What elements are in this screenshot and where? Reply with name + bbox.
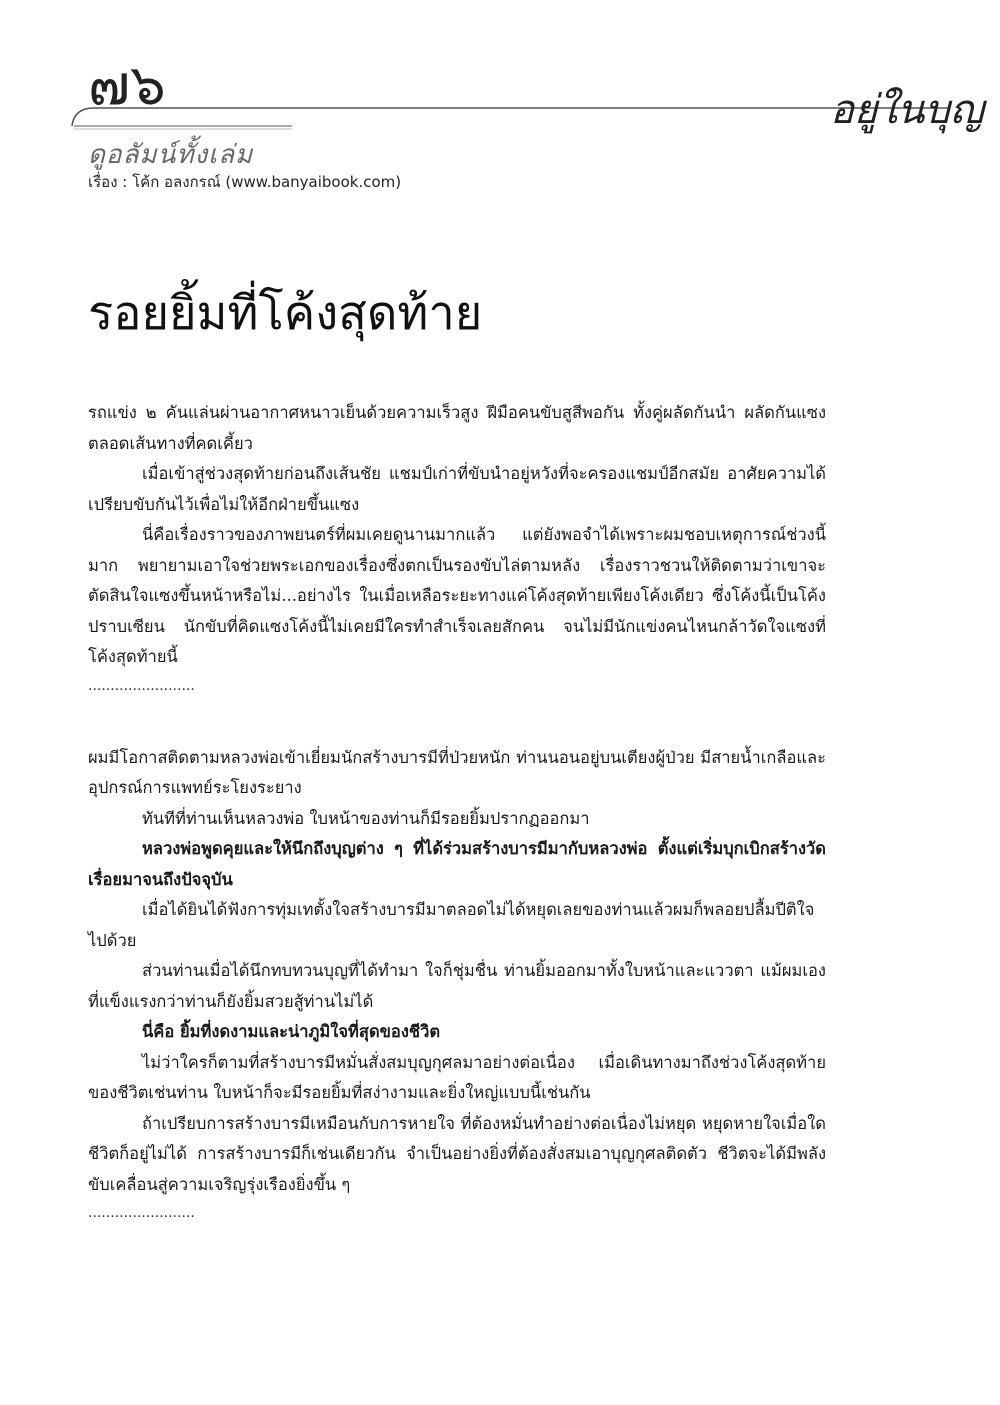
bold-paragraph: นี่คือ ยิ้มที่งดงามและน่าภูมิใจที่สุดของชีวิต (142, 1022, 441, 1041)
byline: เรื่อง : โค้ก อลงกรณ์ (www.banyaibook.com) (88, 173, 402, 191)
paragraph: เมื่อเข้าสู่ช่วงสุดท้ายก่อนถึงเส้นชัย แชมป์เก่าที่ขับนำอยู่หวังที่จะครองแชมป์อีกสมัย อาศัยความได้เปรียบขับกันไว้เพื่อไม่ให้อีกฝ่ายขึ้นแซง (88, 464, 826, 514)
paragraph: นี่คือเรื่องราวของภาพยนตร์ที่ผมเคยดูนานมากแล้ว แต่ยังพอจำได้เพราะผมชอบเหตุการณ์ช่วงนี้มาก พยายามเอาใจช่วยพระเอกของเรื่องซึ่งตกเป็นรองขับไล่ตามหลัง เรื่องราวชวนให้ติดตามว่าเขาจะตัดสินใจแซงขึ้นหน้าหรือไม่...อย่างไร ในเมื่อเหลือระยะทางแค่โค้งสุดท้ายเพียงโค้งเดียว ซึ่งโค้งนี้เป็นโค้งปราบเซียน นักขับที่คิดแซงโค้งนี้ไม่เคยมีใครทำสำเร็จเลยสักคน จนไม่มีนักแข่งคนไหนกล้าวัดใจแซงที่โค้งสุดท้ายนี้ (88, 525, 826, 666)
paragraph: ผมมีโอกาสติดตามหลวงพ่อเข้าเยี่ยมนักสร้างบารมีที่ป่วยหนัก ท่านนอนอยู่บนเตียงผู้ป่วย มีสายน้ำเกลือและอุปกรณ์การแพทย์ระโยงระยาง (88, 747, 826, 797)
paragraph: ถ้าเปรียบการสร้างบารมีเหมือนกับการหายใจ ที่ต้องหมั่นทำอย่างต่อเนื่องไม่หยุด หยุดหายใจเมื่อใดชีวิตก็อยู่ไม่ได้ การสร้างบารมีก็เช่นเดียวกัน จำเป็นอย่างยิ่งที่ต้องสั่งสมเอาบุญกุศลติดตัว ชีวิตจะได้มีพลังขับเคลื่อนสู่ความเจริญรุ่งเรืองยิ่งขึ้น ๆ (88, 1113, 826, 1194)
article-title: รอยยิ้มที่โค้งสุดท้าย (88, 286, 483, 341)
paragraph: ไม่ว่าใครก็ตามที่สร้างบารมีหมั่นสั่งสมบุญกุศลมาอย่างต่อเนื่อง เมื่อเดินทางมาถึงช่วงโค้งสุดท้ายของชีวิตเช่นท่าน ใบหน้าก็จะมีรอยยิ้มที่สง่างามและยิ่งใหญ่แบบนี้เช่นกัน (88, 1052, 826, 1102)
section-gap (88, 699, 826, 743)
brand-logo: อยู่ในบุญ (830, 87, 984, 133)
paragraph: เมื่อได้ยินได้ฟังการทุ่มเทตั้งใจสร้างบารมีมาตลอดไม่ได้หยุดเลยของท่านแล้วผมก็พลอยปลื้มปีติใจไปด้วย (88, 900, 815, 950)
paragraph: ส่วนท่านเมื่อได้นึกทบทวนบุญที่ได้ทำมา ใจก็ชุ่มชื่น ท่านยิ้มออกมาทั้งใบหน้าและแววตา แม้ผมเองที่แข็งแรงกว่าท่านก็ยังยิ้มสวยสู้ท่านไม่ได้ (88, 961, 826, 1011)
page-number: ๗๖ (88, 53, 166, 118)
paragraph: ทันทีที่ท่านเห็นหลวงพ่อ ใบหน้าของท่านก็มีรอยยิ้มปรากฏออกมา (142, 808, 590, 828)
column-name: ดูอลัมน์ทั้งเล่ม (88, 140, 254, 170)
bold-paragraph: หลวงพ่อพูดคุยและให้นึกถึงบุญต่าง ๆ ที่ได้ร่วมสร้างบารมีมากับหลวงพ่อ ตั้งแต่เริ่มบุกเบิกสร้างวัดเรื่อยมาจนถึงปัจจุบัน (88, 839, 826, 889)
paragraph: รถแข่ง ๒ คันแล่นผ่านอากาศหนาวเย็นด้วยความเร็วสูง ฝีมือคนขับสูสีพอกัน ทั้งคู่ผลัดกันนำ ผลัดกันแซงตลอดเส้นทางที่คดเคี้ยว (88, 403, 826, 453)
end-separator: ........................ (88, 1205, 195, 1221)
article-body (88, 398, 826, 1226)
section-separator: ........................ (88, 677, 195, 694)
